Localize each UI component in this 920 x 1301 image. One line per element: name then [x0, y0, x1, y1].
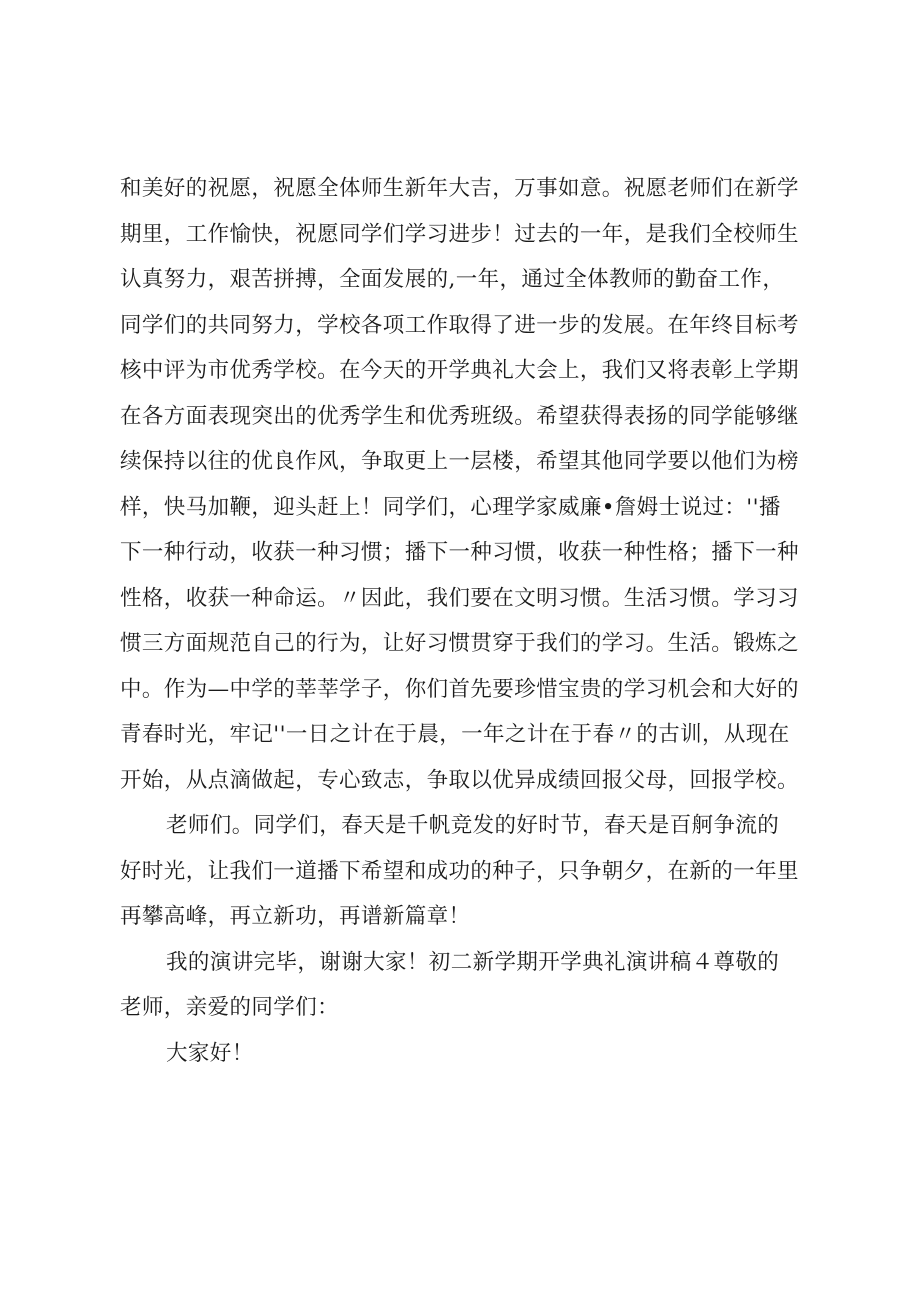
text-line: 在各方面表现突出的优秀学生和优秀班级。希望获得表扬的同学能够继 [120, 403, 799, 429]
text-line: 下一种行动，收获一种习惯；播下一种习惯，收获一种性格；播下一种 [120, 540, 799, 565]
text-line: 续保持以往的优良作风，争取更上一层楼，希望其他同学要以他们为榜 [120, 449, 799, 474]
text-line: 样，快马加鞭，迎头赶上！同学们，心理学家威廉•詹姆士说过：''播 [120, 494, 781, 520]
text-line: 好时光，让我们一道播下希望和成功的种子，只争朝夕，在新的一年里 [120, 858, 799, 884]
paragraph-spring [120, 803, 850, 940]
text-line: 认真努力，艰苦拼搏，全面发展的,一年，通过全体教师的勤奋工作， [120, 267, 785, 292]
paragraph-wishes-and-achievements [120, 166, 850, 803]
paragraph-closing [120, 940, 850, 1031]
text-line: 再攀高峰，再立新功，再谱新篇章！ [120, 904, 471, 929]
text-line: 大家好！ [166, 1040, 254, 1066]
text-line: 同学们的共同努力，学校各项工作取得了进一步的发展。在年终目标考 [120, 312, 799, 338]
text-line: 青春时光，牢记''一日之计在于晨，一年之计在于春〃的古训，从现在 [120, 722, 790, 747]
text-line: 和美好的祝愿，祝愿全体师生新年大吉，万事如意。祝愿老师们在新学 [120, 176, 799, 201]
text-line: 开始，从点滴做起，专心致志，争取以优异成绩回报父母，回报学校。 [120, 767, 799, 793]
text-line: 老师们。同学们，春天是千帆竞发的好时节，春天是百舸争流的 [166, 813, 780, 838]
text-line: 老师，亲爱的同学们： [120, 995, 340, 1020]
text-line: 中。作为—中学的莘莘学子，你们首先要珍惜宝贵的学习机会和大好的 [120, 676, 799, 702]
speech-text [120, 166, 850, 1076]
text-line: 惯三方面规范自己的行为，让好习惯贯穿于我们的学习。生活。锻炼之 [120, 631, 799, 656]
text-line: 核中评为市优秀学校。在今天的开学典礼大会上，我们又将表彰上学期 [120, 358, 799, 383]
text-line: 性格，收获一种命运。〃因此，我们要在文明习惯。生活习惯。学习习 [120, 585, 799, 611]
paragraph-greeting [120, 1031, 850, 1077]
text-line: 期里，工作愉快，祝愿同学们学习进步！过去的一年，是我们全校师生 [120, 221, 799, 247]
text-line: 我的演讲完毕，谢谢大家！初二新学期开学典礼演讲稿４尊敬的 [166, 949, 780, 975]
